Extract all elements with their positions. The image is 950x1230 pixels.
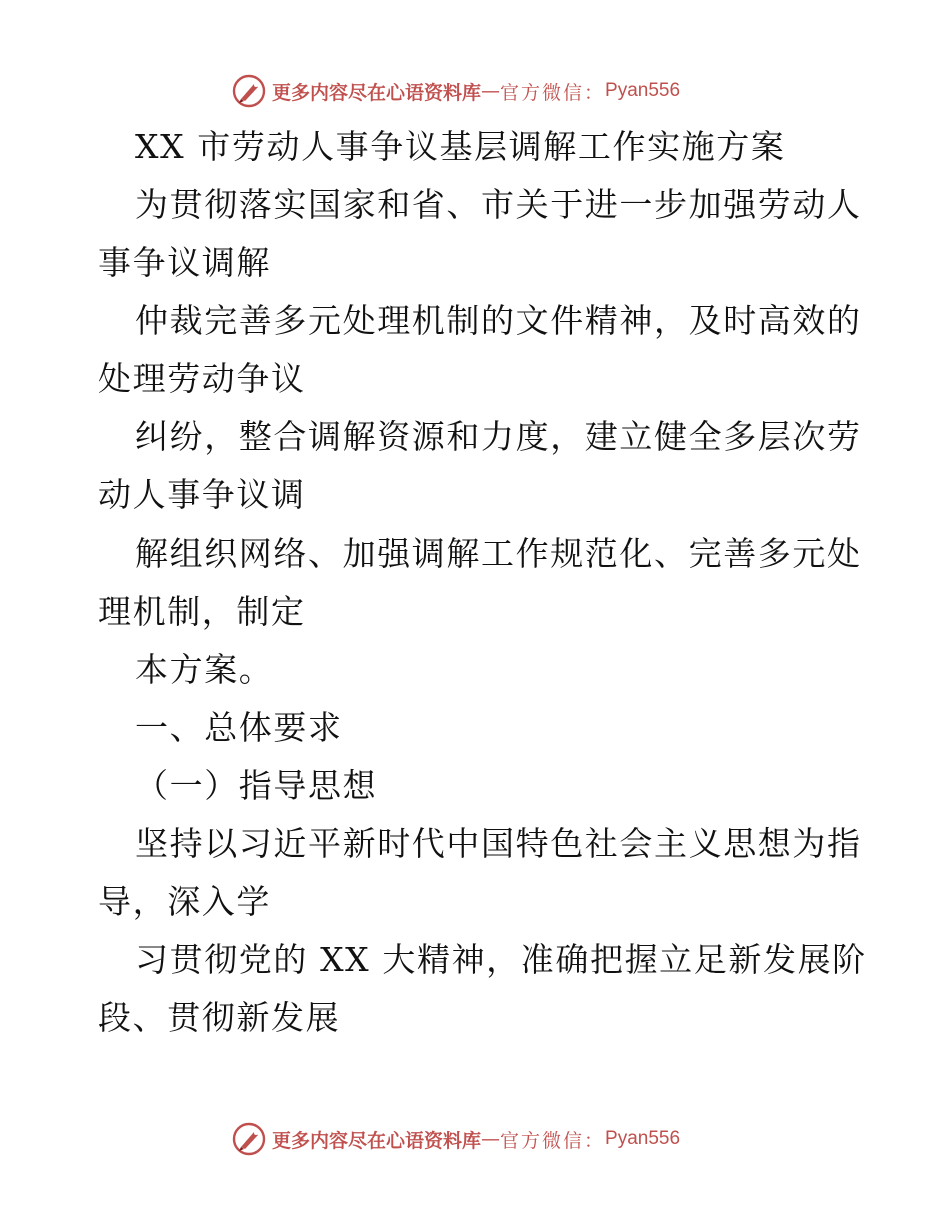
paragraph-line: 理机制，制定 [98,592,306,631]
banner-main-text: 更多内容尽在心语资料库 [272,81,482,104]
paragraph-line: 段、贯彻新发展 [98,998,341,1037]
banner-account-id: Pyan556 [605,1128,681,1149]
banner-account-id: Pyan556 [605,80,681,101]
paragraph-line: 导，深入学 [98,882,271,921]
paragraph-line: 为贯彻落实国家和省、市关于进一步加强劳动人 [135,185,862,224]
header-watermark-banner [232,72,712,110]
banner-sub-text: 官方微信： [500,1129,606,1152]
banner-main-text: 更多内容尽在心语资料库 [272,1129,482,1152]
paragraph-line: 仲裁完善多元处理机制的文件精神，及时高效的 [135,301,862,340]
pen-logo-icon [232,74,266,108]
document-title: XX 市劳动人事争议基层调解工作实施方案 [135,127,786,166]
paragraph-line: 解组织网络、加强调解工作规范化、完善多元处 [135,534,862,573]
paragraph-line: 本方案。 [135,650,274,689]
paragraph-line: 坚持以习近平新时代中国特色社会主义思想为指 [135,824,862,863]
paragraph-line: 动人事争议调 [98,475,306,514]
subsection-heading: （一）指导思想 [135,766,378,805]
paragraph-line: 处理劳动争议 [98,359,306,398]
footer-watermark-banner [232,1120,712,1158]
pen-logo-icon [232,1122,266,1156]
banner-sub-text: 官方微信： [500,81,606,104]
banner-dash: — [481,80,501,102]
paragraph-line: 习贯彻党的 XX 大精神，准确把握立足新发展阶 [135,940,867,979]
paragraph-line: 纠纷，整合调解资源和力度，建立健全多层次劳 [135,417,862,456]
paragraph-line: 事争议调解 [98,243,271,282]
banner-dash: — [481,1128,501,1150]
section-heading: 一、总体要求 [135,708,343,747]
